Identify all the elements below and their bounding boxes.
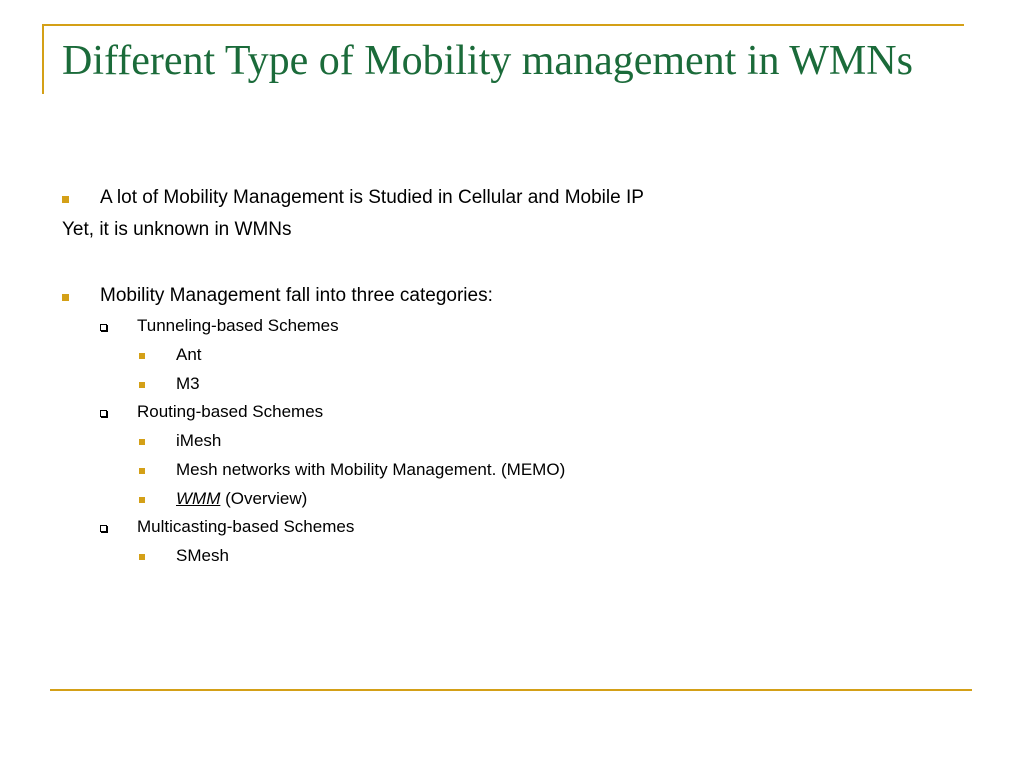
list-item-imesh: iMesh <box>176 431 222 450</box>
box-bullet-icon <box>100 410 107 417</box>
box-bullet-icon <box>100 525 107 532</box>
wmm-link[interactable]: WMM <box>176 489 221 508</box>
list-item-m3: M3 <box>176 374 200 393</box>
bullet-continuation: Yet, it is unknown in WMNs <box>62 219 292 240</box>
square-bullet-icon <box>62 294 69 301</box>
square-bullet-icon <box>139 353 145 359</box>
bullet-categories: Mobility Management fall into three categories: <box>100 285 493 306</box>
square-bullet-icon <box>139 382 145 388</box>
square-bullet-icon <box>62 196 69 203</box>
list-item-wmm <box>176 489 307 509</box>
list-item-ant: Ant <box>176 345 202 364</box>
list-item-smesh: SMesh <box>176 546 229 565</box>
category-multicasting: Multicasting-based Schemes <box>137 517 355 536</box>
wmm-overview-text: (Overview) <box>220 489 308 508</box>
bullet-mobility-studied: A lot of Mobility Management is Studied in Cellular and Mobile IP <box>100 187 644 208</box>
square-bullet-icon <box>139 497 145 503</box>
category-tunneling: Tunneling-based Schemes <box>137 316 339 335</box>
slide-title: Different Type of Mobility management in WMNs <box>62 38 913 84</box>
square-bullet-icon <box>139 468 145 474</box>
list-item-memo: Mesh networks with Mobility Management. (MEMO) <box>176 460 566 479</box>
square-bullet-icon <box>139 554 145 560</box>
category-routing: Routing-based Schemes <box>137 402 324 421</box>
box-bullet-icon <box>100 324 107 331</box>
square-bullet-icon <box>139 439 145 445</box>
